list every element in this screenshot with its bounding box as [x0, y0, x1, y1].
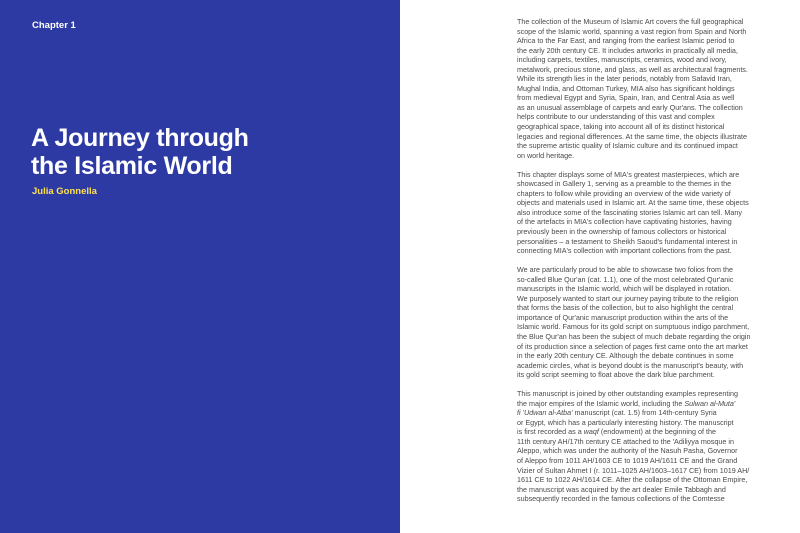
body-text	[517, 17, 782, 513]
text-line: in the early 20th century CE. Although the debate continues in some	[517, 351, 734, 361]
text-line: on world heritage.	[517, 150, 575, 160]
text-line: helps contribute to our understanding of this vast and complex	[517, 112, 715, 122]
text-line: Aleppo, which was under the authority of the Nasuh Pasha, Governor	[517, 446, 738, 456]
text-line: showcased in Gallery 1, serving as a preamble to the themes in the	[517, 179, 732, 189]
text-line: the major empires of the Islamic world, including the Sulwan al-Muta'	[517, 398, 736, 408]
text-line: the supreme artistic quality of Islamic culture and its continued impact	[517, 141, 738, 151]
text-line: of the artefacts in MIA's collection have captivating histories, having	[517, 217, 732, 227]
text-line: chapters to follow while providing an overview of the wide variety of	[517, 188, 731, 198]
text-line: This chapter displays some of MIA's greatest masterpieces, which are	[517, 169, 740, 179]
text-line: or Egypt, which has a particularly interesting history. The manuscript	[517, 417, 734, 427]
text-line: so-called Blue Qur'an (cat. 1.1), one of the most celebrated Qur'anic	[517, 274, 734, 284]
text-line: Mughal India, and Ottoman Turkey, MIA also has significant holdings	[517, 83, 735, 93]
text-line: its gold script seeming to float above the dark blue parchment.	[517, 370, 715, 380]
text-page	[400, 0, 800, 533]
author-name: Julia Gonnella	[32, 186, 97, 197]
text-line: from medieval Egypt and Syria, Spain, Iran, and Central Asia as well	[517, 93, 735, 103]
text-line: including carpets, textiles, manuscripts, ceramics, wood and ivory,	[517, 55, 727, 65]
text-line: the early 20th century CE. It includes artworks in practically all media,	[517, 45, 738, 55]
text-line: Islamic world. Famous for its gold script on sumptuous indigo parchment,	[517, 322, 750, 332]
text-line: This manuscript is joined by other outstanding examples representing	[517, 389, 738, 399]
text-line: While its strength lies in the later periods, notably from Safavid Iran,	[517, 74, 732, 84]
chapter-label: Chapter 1	[32, 20, 76, 31]
paragraph	[517, 265, 782, 380]
text-line: objects and materials used in Islamic art. At the same time, these objects	[517, 198, 749, 208]
text-line: The collection of the Museum of Islamic Art covers the full geographical	[517, 17, 744, 26]
text-line: We purposely wanted to start our journey paying tribute to the religion	[517, 293, 739, 303]
paragraph	[517, 389, 782, 504]
text-line: scope of the Islamic world, spanning a vast region from Spain and North	[517, 26, 747, 36]
text-line: the manuscript was acquired by the art dealer Emile Tabbagh and	[517, 484, 726, 494]
manuscript-title: fi 'Udwan al-Atba'	[517, 408, 573, 418]
text-line: the Blue Qur'an has been the subject of much debate regarding the origin	[517, 331, 751, 341]
text-line: 11th century AH/17th century CE attached to the 'Adiliyya mosque in	[517, 436, 734, 446]
text-line: fi 'Udwan al-Atba' manuscript (cat. 1.5) from 14th-century Syria	[517, 408, 717, 418]
term: waqf	[583, 427, 599, 437]
text-line: We are particularly proud to be able to showcase two folios from the	[517, 265, 734, 275]
text-line: of Aleppo from 1011 AH/1603 CE to 1019 AH/1611 CE and the Grand	[517, 456, 738, 466]
text-line: as an unusual assemblage of carpets and early Qur'ans. The collection	[517, 102, 743, 112]
paragraph	[517, 170, 782, 256]
text-line: academic circles, what is beyond doubt is the manuscript's beauty, with	[517, 360, 744, 370]
chapter-title-line: A Journey through	[31, 124, 249, 152]
text-line: importance of Qur'anic manuscript production within the arts of the	[517, 312, 729, 322]
paragraph	[517, 17, 782, 160]
text-line: also introduce some of the fascinating stories Islamic art can tell. Many	[517, 207, 742, 217]
text-line: Africa to the Far East, and ranging from the earliest Islamic period to	[517, 36, 735, 46]
text-line: manuscripts in the Islamic world, which will be displayed in rotation.	[517, 284, 732, 294]
text-line: is first recorded as a waqf (endowment) at the beginning of the	[517, 427, 716, 437]
text-line: connecting MIA's collection with important collections from the past.	[517, 246, 732, 256]
chapter-title-line: the Islamic World	[31, 152, 233, 180]
text-line: subsequently recorded in the famous collections of the Comtesse	[517, 494, 725, 504]
manuscript-title: Sulwan al-Muta'	[684, 398, 736, 408]
text-line: geographical space, taking into account all of its distinct historical	[517, 122, 725, 132]
text-line: legacies and regional differences. At the same time, the objects illustrate	[517, 131, 747, 141]
text-line: of its production since a selection of pages first came onto the art market	[517, 341, 748, 351]
text-line: that forms the basis of the collection, but to also highlight the central	[517, 303, 734, 313]
chapter-title	[31, 124, 331, 180]
text-line: Vizier of Sultan Ahmet I (r. 1011–1025 AH/1603–1617 CE) from 1019 AH/	[517, 465, 750, 475]
text-line: metalwork, precious stone, and glass, as well as architectural fragments.	[517, 64, 748, 74]
text-line: previously been in the ownership of famous collectors or historical	[517, 226, 727, 236]
text-line: personalities – a testament to Sheikh Saoud's fundamental interest in	[517, 236, 738, 246]
text-line: 1611 CE to 1022 AH/1614 CE. After the collapse of the Ottoman Empire,	[517, 475, 748, 485]
